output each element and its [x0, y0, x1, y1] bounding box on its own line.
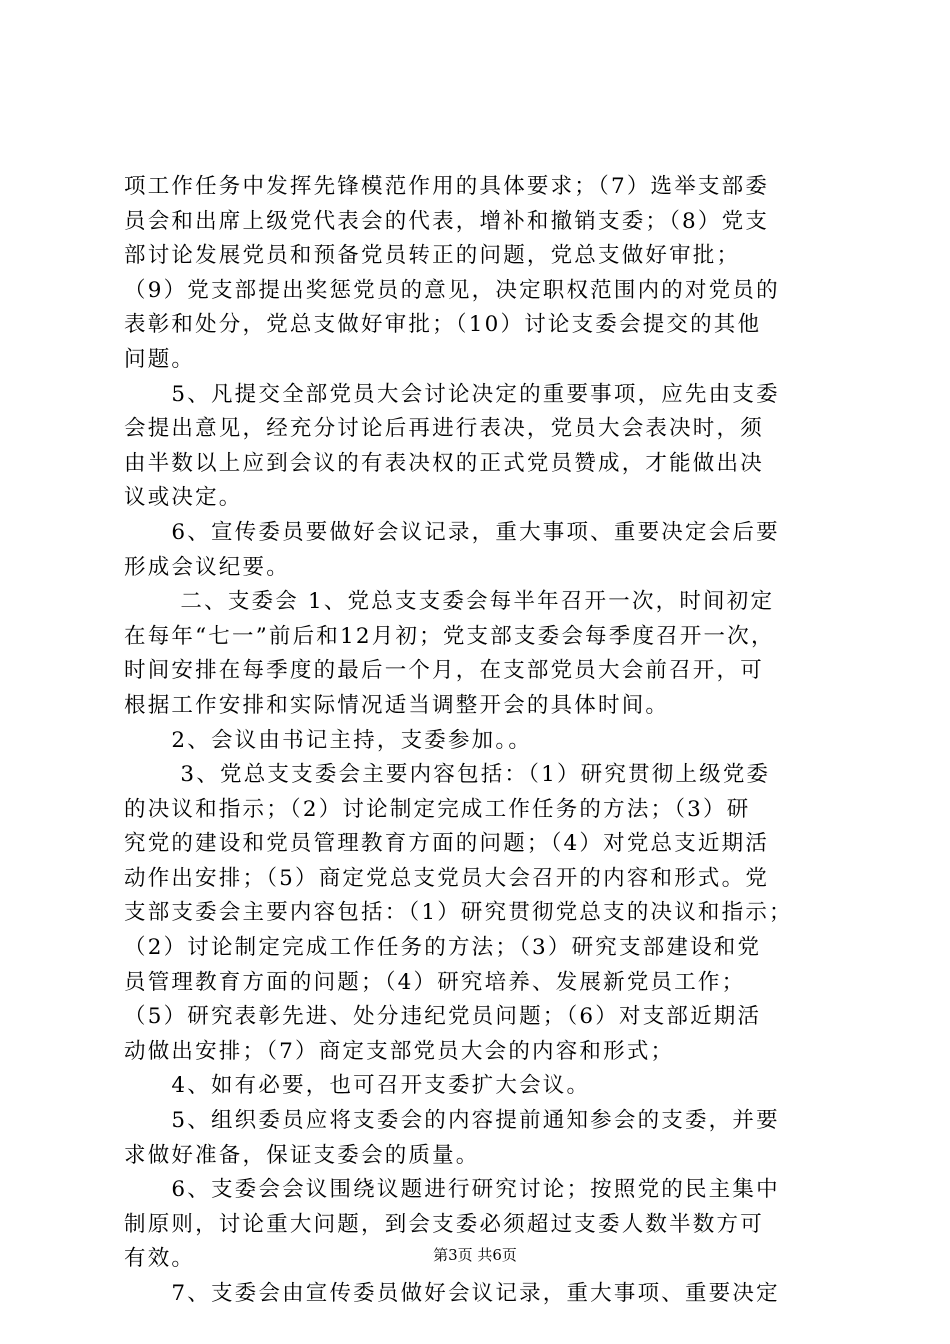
- text-line: 项工作任务中发挥先锋模范作用的具体要求；（7）选举支部委: [124, 174, 770, 199]
- text-line: 支部支委会主要内容包括：（1）研究贯彻党总支的决议和指示；: [124, 900, 793, 926]
- text-line: 有效。: [124, 1246, 196, 1272]
- text-line: 的决议和指示；（2）讨论制定完成工作任务的方法；（3）研: [124, 796, 751, 822]
- text-line: 动做出安排；（7）商定支部党员大会的内容和形式；: [124, 1038, 675, 1064]
- text-line: 形成会议纪要。: [124, 554, 290, 580]
- text-line: 3、党总支支委会主要内容包括：（1）研究贯彻上级党委: [124, 762, 771, 788]
- text-line: 员管理教育方面的问题；（4）研究培养、发展新党员工作；: [124, 969, 746, 995]
- text-line: 时间安排在每季度的最后一个月，在支部党员大会前召开，可: [124, 658, 764, 684]
- text-line: 究党的建设和党员管理教育方面的问题；（4）对党总支近期活: [124, 831, 770, 857]
- text-line: 会提出意见，经充分讨论后再进行表决，党员大会表决时，须: [124, 416, 764, 442]
- text-line: （2）讨论制定完成工作任务的方法；（3）研究支部建设和党: [124, 935, 762, 961]
- text-line: 4、如有必要，也可召开支委扩大会议。: [124, 1073, 591, 1099]
- text-line: 制原则，讨论重大问题，到会支委必须超过支委人数半数方可: [124, 1211, 764, 1237]
- text-line: 5、组织委员应将支委会的内容提前通知参会的支委，并要: [124, 1108, 780, 1134]
- text-line: 二、支委会 1、党总支支委会每半年召开一次，时间初定: [124, 589, 775, 615]
- text-line: 在每年“七一”前后和12月初；党支部支委会每季度召开一次，: [124, 623, 775, 649]
- text-line: （9）党支部提出奖惩党员的意见，决定职权范围内的对党员的: [124, 277, 780, 303]
- text-line: 6、支委会会议围绕议题进行研究讨论；按照党的民主集中: [124, 1177, 780, 1203]
- text-line: 表彰和处分，党总支做好审批；（10）讨论支委会提交的其他: [124, 312, 762, 338]
- text-line: 根据工作安排和实际情况适当调整开会的具体时间。: [124, 692, 670, 718]
- text-line: 7、支委会由宣传委员做好会议记录，重大事项、重要决定: [124, 1281, 780, 1306]
- text-line: 问题。: [124, 346, 196, 372]
- text-line: 动作出安排；（5）商定党总支党员大会召开的内容和形式。党: [124, 865, 770, 891]
- text-line: 2、会议由书记主持，支委参加。。: [124, 727, 533, 753]
- text-line: 由半数以上应到会议的有表决权的正式党员赞成，才能做出决: [124, 450, 764, 476]
- text-line: 5、凡提交全部党员大会讨论决定的重要事项，应先由支委: [124, 381, 780, 407]
- text-line: 部讨论发展党员和预备党员转正的问题，党总支做好审批；: [124, 243, 741, 269]
- text-line: 员会和出席上级党代表会的代表，增补和撤销支委；（8）党支: [124, 208, 770, 234]
- text-line: 6、宣传委员要做好会议记录，重大事项、重要决定会后要: [124, 519, 780, 545]
- document-body: [124, 170, 836, 1312]
- text-line: （5）研究表彰先进、处分违纪党员问题；（6）对支部近期活: [124, 1004, 762, 1030]
- text-line: 议或决定。: [124, 485, 243, 511]
- page-number-footer: 第3页 共6页: [433, 1246, 517, 1264]
- text-line: 求做好准备，保证支委会的质量。: [124, 1142, 480, 1168]
